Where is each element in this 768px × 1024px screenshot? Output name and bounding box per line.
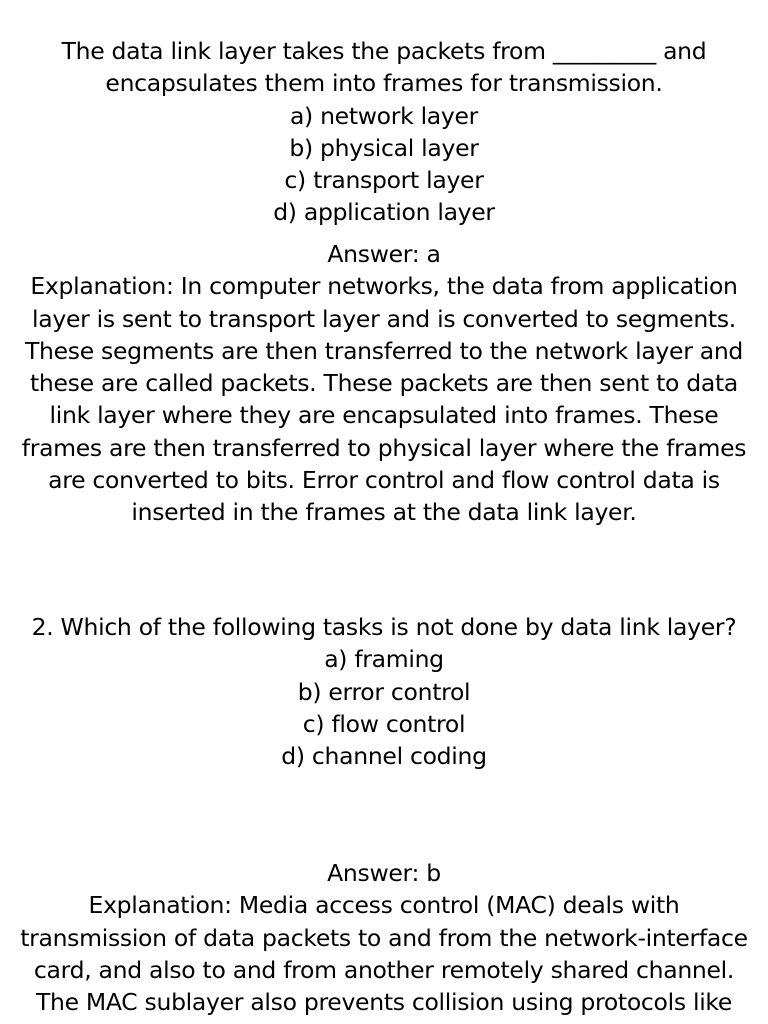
question-1-explanation-line-8: inserted in the frames at the data link layer. bbox=[131, 498, 637, 527]
question-2-option-b: b) error control bbox=[297, 677, 471, 706]
question-2-option-d: d) channel coding bbox=[281, 742, 487, 771]
question-1-explanation-line-7: are converted to bits. Error control and flow control data is bbox=[48, 466, 720, 495]
question-2-answer-block bbox=[0, 857, 768, 1018]
question-1-option-a: a) network layer bbox=[289, 101, 479, 130]
question-2-explanation-line-3: card, and also to and from another remotely shared channel. bbox=[33, 955, 735, 984]
question-2-explanation-line-2: transmission of data packets to and from the network-interface bbox=[20, 923, 748, 952]
question-1-explanation-line-1: Explanation: In computer networks, the data from application bbox=[30, 272, 738, 301]
question-1-answer: Answer: a bbox=[327, 240, 441, 268]
question-2-option-c: c) flow control bbox=[302, 709, 466, 738]
question-2-explanation-line-4: The MAC sublayer also prevents collision using protocols like bbox=[35, 988, 733, 1017]
question-1-explanation-line-3: These segments are then transferred to the network layer and bbox=[24, 336, 744, 365]
question-2-stem: 2. Which of the following tasks is not done by data link layer? bbox=[31, 613, 737, 641]
question-1-explanation-line-5: link layer where they are encapsulated into frames. These bbox=[49, 401, 719, 430]
question-2-explanation-line-1: Explanation: Media access control (MAC) deals with bbox=[88, 891, 680, 920]
question-1 bbox=[0, 35, 768, 229]
question-2-option-a: a) framing bbox=[324, 645, 444, 674]
question-1-answer-block bbox=[0, 238, 768, 529]
question-2 bbox=[0, 611, 768, 772]
question-1-stem-line-2: encapsulates them into frames for transmission. bbox=[105, 69, 663, 98]
question-1-option-c: c) transport layer bbox=[284, 166, 484, 195]
question-1-option-b: b) physical layer bbox=[289, 133, 479, 162]
question-2-answer: Answer: b bbox=[327, 859, 441, 887]
question-1-stem-line-1: The data link layer takes the packets from _________ and bbox=[61, 37, 707, 65]
question-1-explanation-line-6: frames are then transferred to physical layer where the frames bbox=[21, 433, 747, 462]
question-1-explanation-line-2: layer is sent to transport layer and is converted to segments. bbox=[32, 304, 736, 333]
question-1-option-d: d) application layer bbox=[273, 198, 495, 227]
question-1-explanation-line-4: these are called packets. These packets are then sent to data bbox=[30, 369, 738, 398]
